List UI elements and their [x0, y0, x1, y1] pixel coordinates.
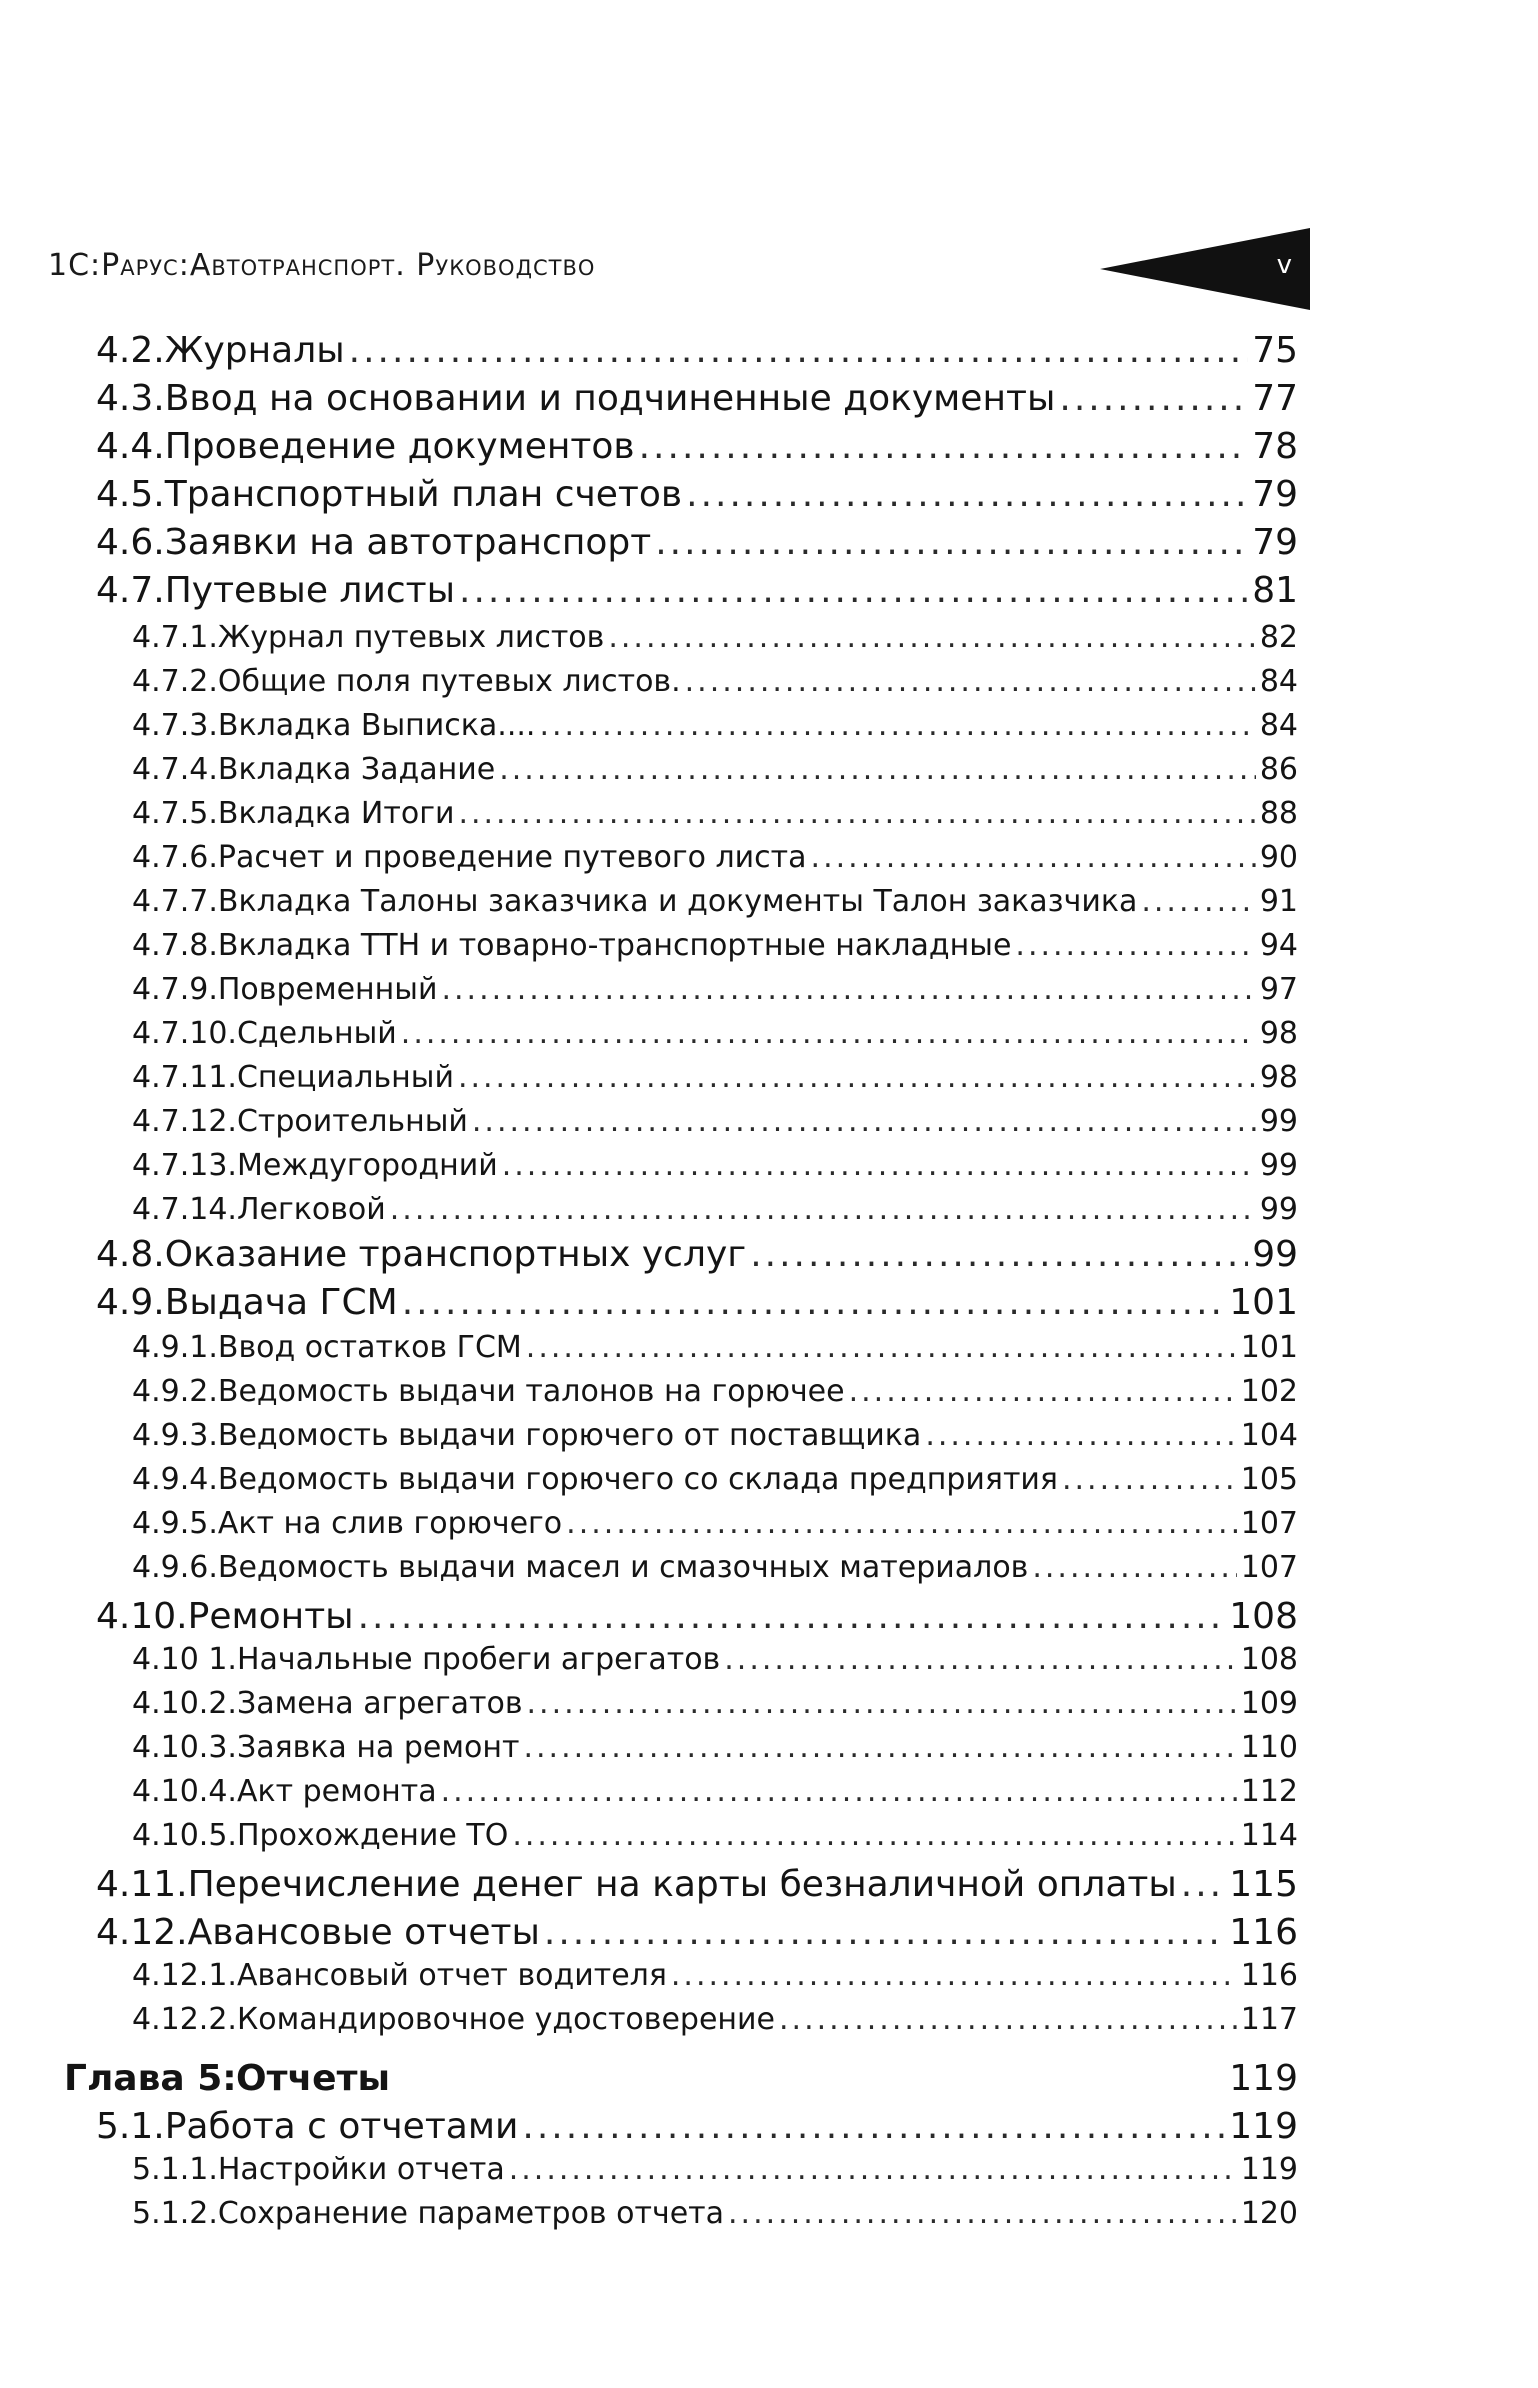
toc-leader-dots [509, 2152, 1237, 2187]
toc-leader-dots [1032, 1550, 1236, 1585]
toc-entry-page: 107 [1240, 1550, 1298, 1585]
toc-entry-title: Начальные пробеги агрегатов [236, 1642, 721, 1677]
toc-entry-page: 99 [1259, 1192, 1298, 1227]
toc-entry-number: Глава 5: [64, 2058, 237, 2099]
toc-entry-title: Прохождение ТО [236, 1818, 509, 1853]
toc-entry-title: Ведомость выдачи талонов на горючее [217, 1374, 845, 1409]
toc-entry[interactable] [0, 1774, 1298, 1809]
toc-entry-number: 4.3. [96, 378, 165, 419]
toc-entry[interactable] [0, 884, 1298, 919]
toc-leader-dots [1015, 928, 1255, 963]
toc-entry-number: 4.7.11. [132, 1060, 237, 1095]
toc-entry-page: 108 [1229, 1596, 1298, 1637]
toc-entry-page: 84 [1259, 664, 1298, 699]
toc-entry-number: 4.7.13. [132, 1148, 237, 1183]
toc-leader-dots [750, 1234, 1248, 1275]
toc-entry-page: 107 [1240, 1506, 1298, 1541]
toc-entry-number: 4.7.7. [132, 884, 218, 919]
toc-leader-dots [358, 1596, 1226, 1637]
toc-entry-page: 86 [1259, 752, 1298, 787]
toc-entry-title: Общие поля путевых листов. [217, 664, 681, 699]
toc-entry[interactable] [0, 928, 1298, 963]
toc-entry-page: 77 [1252, 378, 1298, 419]
toc-leader-dots [811, 840, 1256, 875]
toc-entry[interactable] [0, 840, 1298, 875]
toc-entry[interactable] [0, 708, 1298, 743]
toc-leader-dots [527, 1686, 1237, 1721]
toc-entry-number: 4.10.2. [132, 1686, 237, 1721]
toc-entry-page: 88 [1259, 796, 1298, 831]
toc-leader-dots [779, 2002, 1237, 2037]
toc-entry-title: Ведомость выдачи масел и смазочных материалов [217, 1550, 1029, 1585]
toc-entry[interactable] [0, 2196, 1298, 2231]
toc-entry-number: 4.10.3. [132, 1730, 237, 1765]
toc-leader-dots [401, 1016, 1256, 1051]
toc-entry-number: 4.7.1. [132, 620, 218, 655]
toc-entry[interactable] [0, 620, 1298, 655]
toc-leader-dots [1062, 1462, 1237, 1497]
toc-leader-dots [639, 426, 1249, 467]
toc-leader-dots [349, 330, 1249, 371]
toc-entry[interactable] [0, 1234, 1298, 1275]
toc-entry-number: 4.12. [96, 1912, 188, 1953]
toc-entry-number: 4.7.9. [132, 972, 218, 1007]
toc-entry-number: 4.5. [96, 474, 165, 515]
toc-entry-page: 102 [1240, 1374, 1298, 1409]
toc-entry-title: Транспортный план счетов [164, 474, 683, 515]
toc-leader-dots [502, 1148, 1256, 1183]
toc-entry-number: 4.9.2. [132, 1374, 218, 1409]
toc-leader-dots [1141, 884, 1255, 919]
toc-entry-title: Замена агрегатов [236, 1686, 523, 1721]
toc-leader-dots [523, 1730, 1236, 1765]
toc-entry-page: 97 [1259, 972, 1298, 1007]
toc-leader-dots [686, 474, 1248, 515]
toc-entry-page: 119 [1240, 2152, 1298, 2187]
toc-entry-number: 4.12.1. [132, 1958, 237, 1993]
toc-entry-page: 119 [1229, 2106, 1298, 2147]
page-number-marker: v [1276, 250, 1292, 280]
toc-entry-number: 4.10. [96, 1596, 188, 1637]
toc-leader-dots [459, 570, 1248, 611]
toc-entry-title: Вкладка Задание [217, 752, 496, 787]
toc-entry-page: 82 [1259, 620, 1298, 655]
toc-entry-number: 4.9.4. [132, 1462, 218, 1497]
toc-entry[interactable] [0, 2152, 1298, 2187]
toc-entry-title: Перечисление денег на карты безналичной оплаты [187, 1864, 1177, 1905]
toc-entry[interactable] [0, 1104, 1298, 1139]
toc-entry-page: 117 [1240, 2002, 1298, 2037]
toc-entry-title: Вкладка ТТН и товарно-транспортные накладные [217, 928, 1012, 963]
toc-entry-page: 84 [1259, 708, 1298, 743]
toc-leader-dots [544, 1912, 1225, 1953]
toc-entry-title: Акт ремонта [236, 1774, 437, 1809]
toc-leader-dots [655, 522, 1248, 563]
toc-entry-title: Вкладка Талоны заказчика и документы Талон заказчика [217, 884, 1138, 919]
toc-entry-number: 4.8. [96, 1234, 165, 1275]
toc-entry[interactable] [0, 2002, 1298, 2037]
toc-entry[interactable] [0, 1016, 1298, 1051]
toc-entry-title: Журналы [164, 330, 345, 371]
toc-entry-page: 114 [1240, 1818, 1298, 1853]
toc-entry-number: 4.10 1. [132, 1642, 237, 1677]
toc-entry-number: 4.7.8. [132, 928, 218, 963]
toc-leader-dots [849, 1374, 1237, 1409]
toc-entry-number: 5.1. [96, 2106, 165, 2147]
toc-entry[interactable] [0, 1912, 1298, 1953]
toc-entry-number: 4.9.5. [132, 1506, 218, 1541]
toc-entry[interactable] [0, 1864, 1298, 1905]
toc-entry-number: 4.7.12. [132, 1104, 237, 1139]
toc-entry-number: 5.1.2. [132, 2196, 218, 2231]
toc-leader-dots [1181, 1864, 1225, 1905]
toc-entry-number: 4.11. [96, 1864, 188, 1905]
page-tab-marker [1100, 228, 1310, 310]
toc-entry-number: 4.7.10. [132, 1016, 237, 1051]
toc-entry-number: 4.7.3. [132, 708, 218, 743]
toc-entry-page: 104 [1240, 1418, 1298, 1453]
toc-leader-dots [671, 1958, 1237, 1993]
toc-entry[interactable] [0, 664, 1298, 699]
toc-entry-page: 79 [1252, 522, 1298, 563]
toc-leader-dots [539, 708, 1255, 743]
toc-entry[interactable] [0, 972, 1298, 1007]
toc-entry[interactable] [0, 796, 1298, 831]
running-header: 1С:Рарус:Автотранспорт. Руководство [48, 248, 596, 283]
toc-leader-dots [499, 752, 1256, 787]
toc-leader-dots [441, 972, 1255, 1007]
toc-entry[interactable] [0, 330, 1298, 371]
toc-leader-dots [728, 2196, 1237, 2231]
toc-entry-title: Ведомость выдачи горючего от поставщика [217, 1418, 922, 1453]
toc-entry-title: Заявка на ремонт [236, 1730, 520, 1765]
toc-entry[interactable] [0, 2106, 1298, 2147]
toc-leader-dots [522, 2106, 1225, 2147]
toc-entry-title: Вкладка Итоги [217, 796, 455, 831]
toc-leader-dots [512, 1818, 1236, 1853]
toc-entry-page: 98 [1259, 1060, 1298, 1095]
toc-leader-dots [402, 1282, 1226, 1323]
toc-entry[interactable] [0, 1282, 1298, 1323]
toc-entry-number: 4.7.2. [132, 664, 218, 699]
toc-entry-title: Путевые листы [164, 570, 456, 611]
toc-entry-page: 94 [1259, 928, 1298, 963]
toc-entry[interactable] [0, 1060, 1298, 1095]
toc-entry-page: 81 [1252, 570, 1298, 611]
toc-entry[interactable] [0, 1642, 1298, 1677]
toc-entry-page: 108 [1240, 1642, 1298, 1677]
toc-entry-title: Сохранение параметров отчета [217, 2196, 725, 2231]
toc-entry-page: 90 [1259, 840, 1298, 875]
toc-leader-dots [608, 620, 1255, 655]
toc-entry-title: Ввод остатков ГСМ [217, 1330, 522, 1365]
toc-leader-dots [458, 1060, 1256, 1095]
toc-entry-page: 101 [1229, 1282, 1298, 1323]
toc-entry[interactable] [0, 1506, 1298, 1541]
toc-entry-title: Проведение документов [164, 426, 635, 467]
toc-entry-title: Заявки на автотранспорт [164, 522, 652, 563]
toc-entry-number: 4.4. [96, 426, 165, 467]
toc-entry-title: Ведомость выдачи горючего со склада предприятия [217, 1462, 1058, 1497]
toc-entry[interactable] [0, 1686, 1298, 1721]
toc-entry[interactable] [0, 1730, 1298, 1765]
toc-entry-title: Выдача ГСМ [164, 1282, 398, 1323]
toc-entry-title: Расчет и проведение путевого листа [217, 840, 807, 875]
toc-entry[interactable] [0, 1330, 1298, 1365]
toc-leader-dots [566, 1506, 1237, 1541]
toc-leader-dots [925, 1418, 1236, 1453]
toc-entry-number: 4.9. [96, 1282, 165, 1323]
toc-entry-title: Авансовые отчеты [187, 1912, 540, 1953]
toc-entry-title: Повременный [217, 972, 438, 1007]
toc-entry-title: Акт на слив горючего [217, 1506, 563, 1541]
toc-entry-page: 120 [1240, 2196, 1298, 2231]
toc-entry-number: 4.7.5. [132, 796, 218, 831]
toc-entry-number: 4.9.1. [132, 1330, 218, 1365]
toc-entry-page: 99 [1259, 1148, 1298, 1183]
toc-entry-page: 75 [1252, 330, 1298, 371]
toc-entry[interactable] [0, 1192, 1298, 1227]
toc-entry-number: 4.7. [96, 570, 165, 611]
toc-chapter[interactable] [0, 2058, 1298, 2099]
toc-entry-title: Журнал путевых листов [217, 620, 605, 655]
toc-entry-number: 4.2. [96, 330, 165, 371]
toc-entry-page: 99 [1252, 1234, 1298, 1275]
toc-entry[interactable] [0, 1818, 1298, 1853]
toc-entry-number: 4.9.6. [132, 1550, 218, 1585]
toc-entry-title: Ремонты [187, 1596, 354, 1637]
toc-entry-page: 79 [1252, 474, 1298, 515]
toc-leader-dots [390, 1192, 1256, 1227]
toc-entry[interactable] [0, 1958, 1298, 1993]
toc-entry[interactable] [0, 1148, 1298, 1183]
toc-entry-page: 115 [1229, 1864, 1298, 1905]
toc-entry-page: 109 [1240, 1686, 1298, 1721]
toc-entry-number: 4.12.2. [132, 2002, 237, 2037]
toc-entry-number: 4.9.3. [132, 1418, 218, 1453]
toc-entry-page: 119 [1229, 2058, 1298, 2099]
toc-leader-dots [441, 1774, 1237, 1809]
toc-entry[interactable] [0, 474, 1298, 515]
toc-leader-dots [1059, 378, 1248, 419]
toc-entry-page: 116 [1229, 1912, 1298, 1953]
toc-entry-title: Вкладка Выписка.... [217, 708, 536, 743]
toc-entry-number: 4.6. [96, 522, 165, 563]
toc-entry-number: 4.10.5. [132, 1818, 237, 1853]
toc-entry[interactable] [0, 1462, 1298, 1497]
toc-entry-page: 105 [1240, 1462, 1298, 1497]
toc-entry-title: Командировочное удостоверение [236, 2002, 775, 2037]
toc-entry-page: 99 [1259, 1104, 1298, 1139]
toc-entry-number: 4.7.6. [132, 840, 218, 875]
toc-entry[interactable] [0, 1550, 1298, 1585]
toc-entry[interactable] [0, 1374, 1298, 1409]
toc-entry-page: 101 [1240, 1330, 1298, 1365]
toc-entry-title: Строительный [236, 1104, 468, 1139]
toc-entry-page: 112 [1240, 1774, 1298, 1809]
toc-entry-number: 5.1.1. [132, 2152, 218, 2187]
toc-entry-title: Работа с отчетами [164, 2106, 519, 2147]
toc-entry[interactable] [0, 522, 1298, 563]
toc-entry-page: 98 [1259, 1016, 1298, 1051]
toc-entry-title: Легковой [236, 1192, 386, 1227]
toc-entry-page: 116 [1240, 1958, 1298, 1993]
toc-entry-page: 91 [1259, 884, 1298, 919]
toc-leader-dots [724, 1642, 1236, 1677]
toc-entry[interactable] [0, 570, 1298, 611]
toc-leader-dots [526, 1330, 1237, 1365]
toc-entry-title: Сдельный [236, 1016, 397, 1051]
toc-entry-title: Настройки отчета [217, 2152, 505, 2187]
toc-entry-page: 110 [1240, 1730, 1298, 1765]
toc-entry[interactable] [0, 1418, 1298, 1453]
toc-entry[interactable] [0, 378, 1298, 419]
toc-leader-dots [472, 1104, 1256, 1139]
toc-entry-title: Междугородний [236, 1148, 498, 1183]
toc-entry-title: Авансовый отчет водителя [236, 1958, 667, 1993]
toc-leader-dots [458, 796, 1255, 831]
toc-entry-title: Ввод на основании и подчиненные документы [164, 378, 1056, 419]
toc-entry-title: Специальный [236, 1060, 454, 1095]
toc-entry-title: Отчеты [236, 2058, 391, 2099]
toc-entry-number: 4.7.14. [132, 1192, 237, 1227]
toc-entry[interactable] [0, 1596, 1298, 1637]
toc-leader-dots [685, 664, 1256, 699]
toc-entry[interactable] [0, 426, 1298, 467]
toc-entry-title: Оказание транспортных услуг [164, 1234, 747, 1275]
toc-entry-number: 4.7.4. [132, 752, 218, 787]
toc-entry-number: 4.10.4. [132, 1774, 237, 1809]
toc-entry[interactable] [0, 752, 1298, 787]
toc-entry-page: 78 [1252, 426, 1298, 467]
